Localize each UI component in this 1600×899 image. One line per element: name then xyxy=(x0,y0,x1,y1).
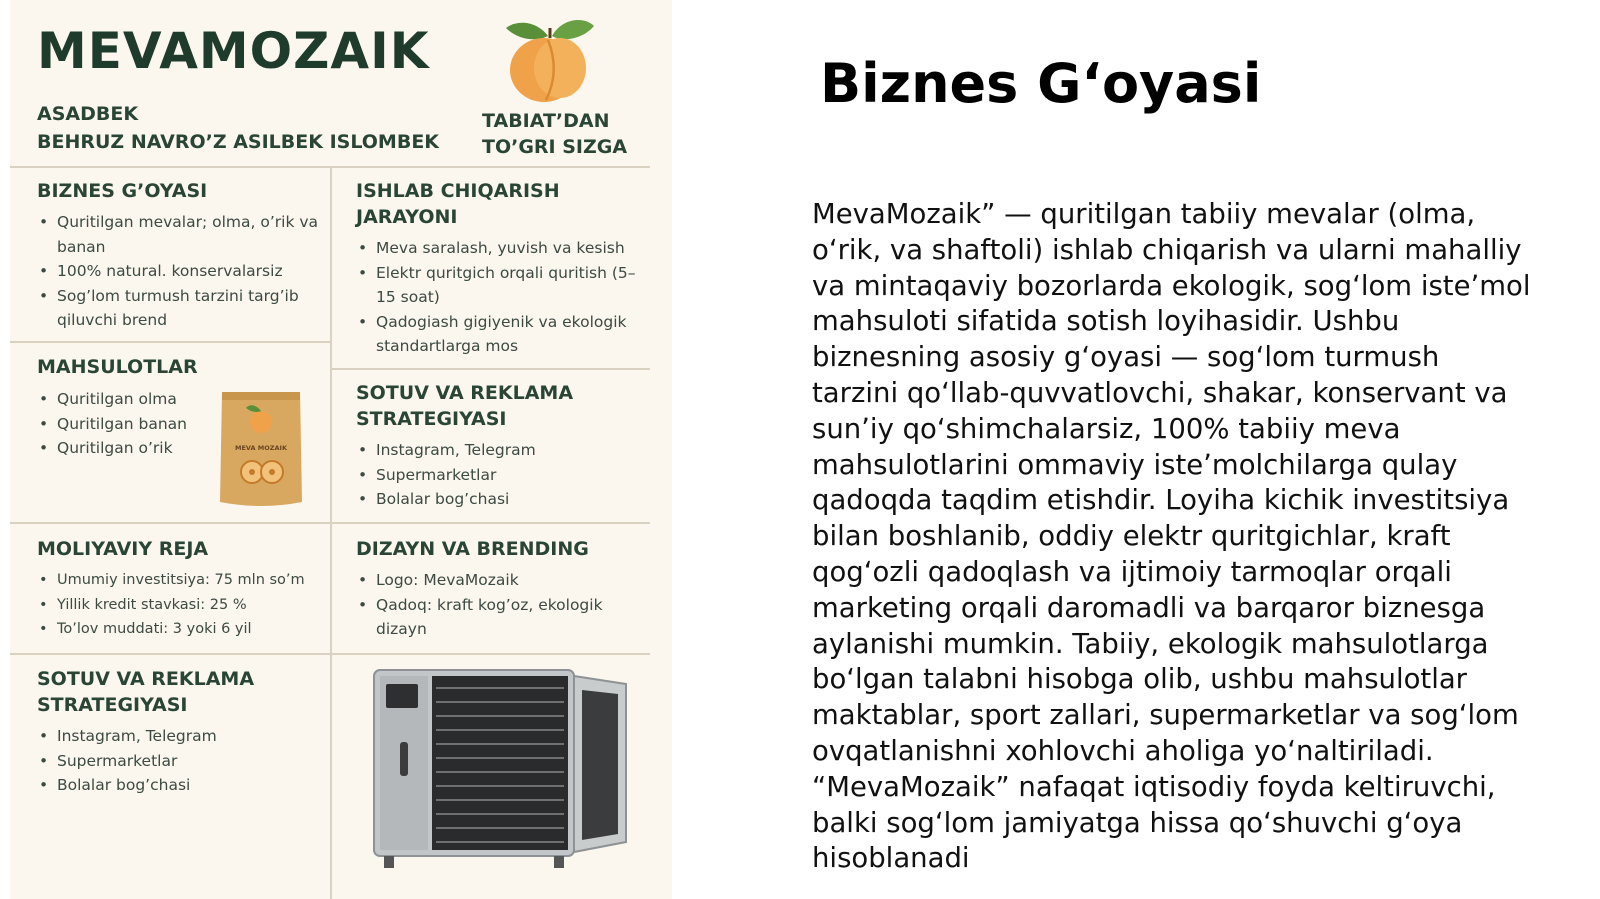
list-item: • 100% natural. konservalarsiz xyxy=(37,259,327,284)
list-item: • Umumiy investitsiya: 75 mln so’m xyxy=(37,568,329,593)
poster-divider xyxy=(330,368,650,370)
list-item: • Bolalar bog’chasi xyxy=(37,773,327,798)
section-list-ishlab-chiqarish xyxy=(356,236,650,359)
business-poster-image xyxy=(10,0,672,899)
list-item: • Qadoq: kraft kog’oz, ekologik dizayn xyxy=(356,593,646,642)
slide-body-text: MevaMozaik” — quritilgan tabiiy mevalar (olma, oʻrik, va shaftoli) ishlab chiqarish va ularni mahalliy va mintaqaviy bozorlarda ekologik, sogʻlom isteʼmol mahsuloti sifatida sotish loyihasidir. Ushbu biznesning asosiy gʻoyasi — sogʻlom turmush tarzini qoʻllab-quvvatlovchi, shakar, konservant va sunʼiy qoʻshimchalarsiz, 100% tabiiy meva mahsulotlarini ommaviy isteʼmolchilarga qulay qadoqda taqdim etishdir. Loyiha kichik investitsiya bilan boshlanib, oddiy elektr quritgichlar, kraft qogʻozli qadoqlash va ijtimoiy tarmoqlar orqali marketing orqali daromadli va barqaror biznesga aylanishi mumkin. Tabiiy, ekologik mahsulotlarga boʻlgan talabni hisobga olib, ushbu mahsulotlar maktablar, sport zallari, supermarketlar va sogʻlom ovqatlanishni xohlovchi aholiga yoʻnaltiriladi. “MevaMozaik” nafaqat iqtisodiy foyda keltiruvchi, balki sogʻlom jamiyatga hissa qoʻshuvchi gʻoya hisoblanadi xyxy=(812,198,1531,875)
list-item: • Bolalar bog’chasi xyxy=(356,487,646,512)
product-pouch-icon xyxy=(216,382,306,510)
section-title-sotuv-reklama xyxy=(356,380,573,432)
title-line: STRATEGIYASI xyxy=(37,694,188,716)
peach-logo-icon xyxy=(500,14,600,106)
section-title-biznes-goyasi: BIZNES G’OYASI xyxy=(37,180,208,202)
list-item: • Instagram, Telegram xyxy=(356,438,646,463)
list-item: • Instagram, Telegram xyxy=(37,724,327,749)
section-list-biznes-goyasi xyxy=(37,210,327,333)
list-item: • Yillik kredit stavkasi: 25 % xyxy=(37,593,329,618)
section-title-sotuv-reklama-2 xyxy=(37,666,254,718)
title-line: JARAYONI xyxy=(356,206,458,228)
slide-title: Biznes Gʻoyasi xyxy=(820,52,1262,115)
pouch-label: MEVA MOZAIK xyxy=(235,444,287,452)
section-title-mahsulotlar: MAHSULOTLAR xyxy=(37,356,198,378)
food-dryer-machine-icon xyxy=(370,662,632,872)
list-item: • Supermarketlar xyxy=(37,749,327,774)
section-list-moliyaviy-reja xyxy=(37,568,329,642)
poster-divider xyxy=(330,166,332,899)
list-item: • Quritilgan olma xyxy=(37,387,217,412)
section-title-ishlab-chiqarish xyxy=(356,178,560,230)
poster-brand-name: MEVAMOZAIK xyxy=(37,22,430,80)
poster-divider xyxy=(10,653,650,655)
section-list-dizayn-brending xyxy=(356,568,646,642)
list-item: • Quritilgan o’rik xyxy=(37,436,217,461)
section-title-dizayn-brending: DIZAYN VA BRENDING xyxy=(356,538,589,560)
title-line: SOTUV VA REKLAMA xyxy=(356,382,574,404)
poster-tagline-line-2: TO’GRI SIZGA xyxy=(482,136,628,158)
list-item: • Supermarketlar xyxy=(356,463,646,488)
title-line: SOTUV VA REKLAMA xyxy=(37,668,255,690)
poster-team-line-1: ASADBEK xyxy=(37,103,139,125)
poster-team-line-2: BEHRUZ NAVRO’Z ASILBEK ISLOMBEK xyxy=(37,131,440,153)
list-item: • Sog’lom turmush tarzini targ’ib qiluvchi brend xyxy=(37,284,327,333)
title-line: ISHLAB CHIQARISH xyxy=(356,180,560,202)
list-item: • Elektr quritgich orqali quritish (5–15 soat) xyxy=(356,261,650,310)
poster-tagline-line-1: TABIAT’DAN xyxy=(482,110,610,132)
poster-divider xyxy=(10,522,650,524)
section-list-sotuv-reklama-2 xyxy=(37,724,327,798)
list-item: • Meva saralash, yuvish va kesish xyxy=(356,236,650,261)
poster-divider xyxy=(10,341,330,343)
title-line: STRATEGIYASI xyxy=(356,408,507,430)
list-item: • To’lov muddati: 3 yoki 6 yil xyxy=(37,617,329,642)
list-item: • Quritilgan mevalar; olma, o’rik va banan xyxy=(37,210,327,259)
section-title-moliyaviy-reja: MOLIYAVIY REJA xyxy=(37,538,209,560)
list-item: • Quritilgan banan xyxy=(37,412,217,437)
list-item: • Qadogiash gigiyenik va ekologik standartlarga mos xyxy=(356,310,650,359)
section-list-mahsulotlar xyxy=(37,387,217,461)
section-list-sotuv-reklama xyxy=(356,438,646,512)
list-item: • Logo: MevaMozaik xyxy=(356,568,646,593)
